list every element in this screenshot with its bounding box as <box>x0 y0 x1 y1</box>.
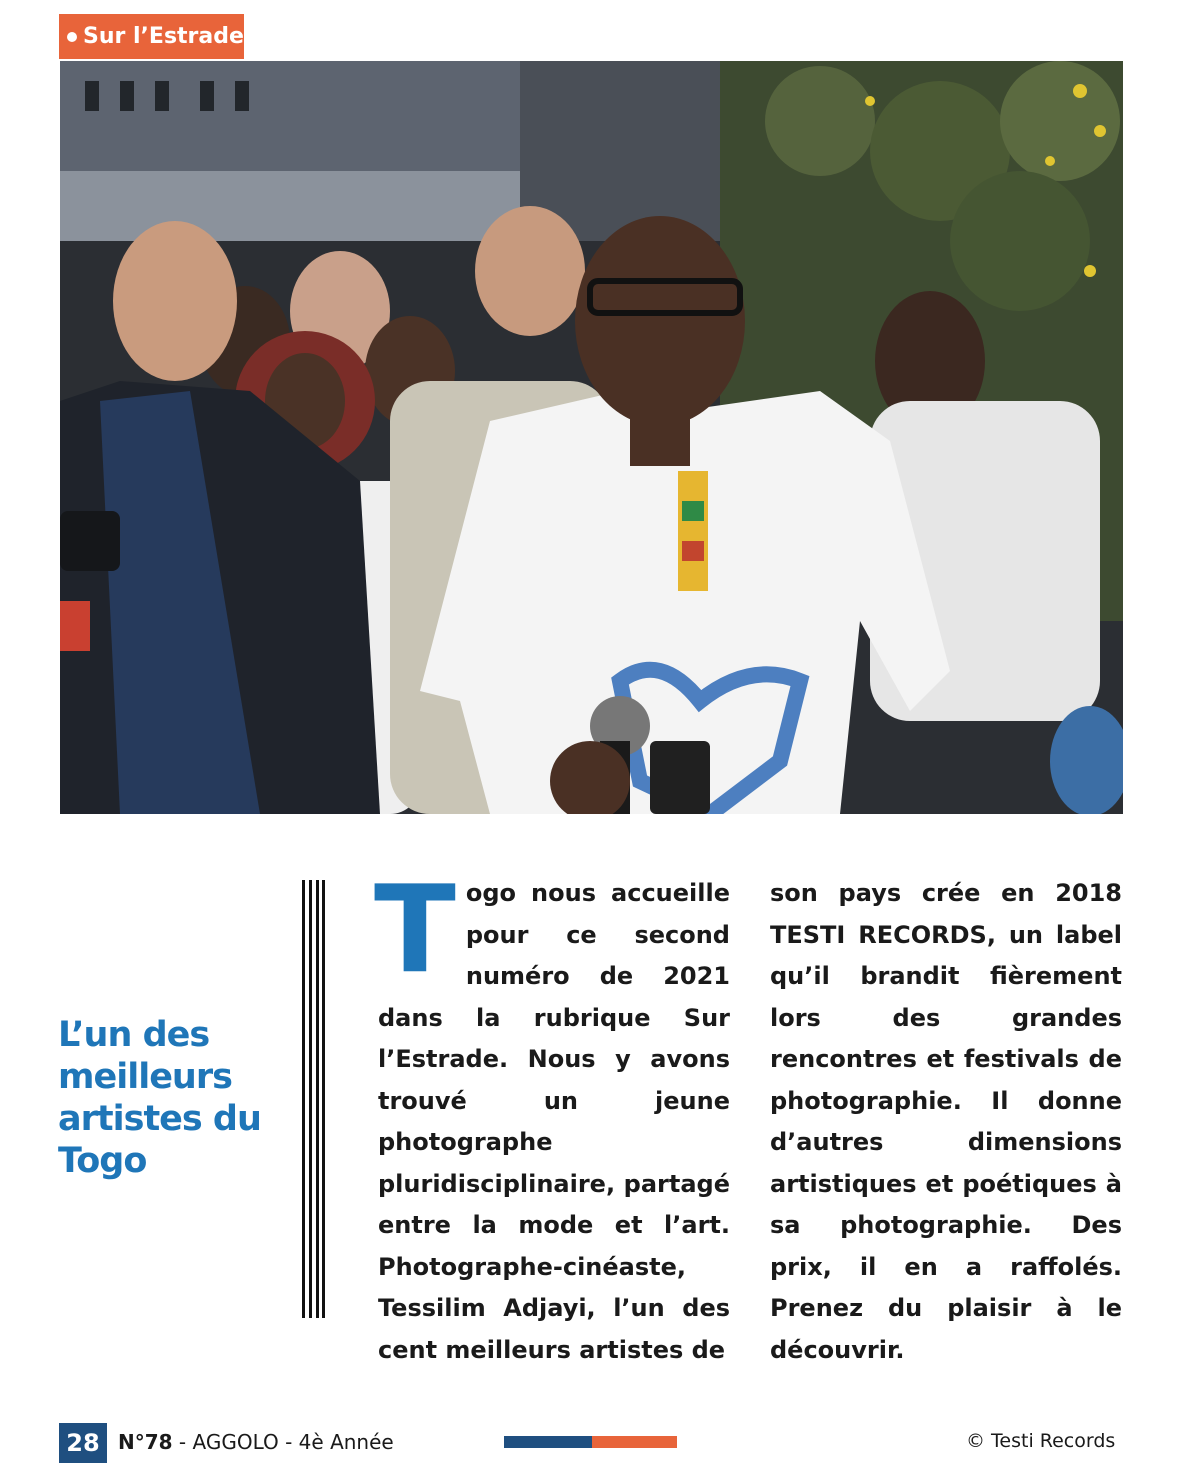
photo-credit: © Testi Records <box>966 1430 1116 1452</box>
issue-details: - AGGOLO - 4è Année <box>172 1430 394 1454</box>
issue-number: N°78 <box>118 1430 173 1454</box>
footer-bar-orange <box>592 1436 677 1448</box>
article-text-1: ogo nous accueille pour ce second numéro de 2021 dans la rubrique Sur l’Estrade. Nous y avons trouvé un jeune photographe pluridisciplinaire, partagé entre la mode et l’art. Photographe-cinéaste, Tessilim Adjayi, l’un des cent meilleurs artistes de <box>378 879 730 1364</box>
photo-illustration <box>60 61 1123 814</box>
issue-info <box>118 1430 394 1454</box>
section-tag-label: Sur l’Estrade <box>83 24 244 49</box>
page-number: 28 <box>59 1423 107 1463</box>
section-tag <box>59 14 244 59</box>
feature-photo <box>60 61 1123 814</box>
article-column-1 <box>374 861 730 1371</box>
decorative-divider <box>302 880 326 1318</box>
article-text-2: son pays crée en 2018 TESTI RECORDS, un label qu’il brandit fièrement lors des grandes rencontres et festivals de photographie. Il donne d’autres dimensions artistiques et poétiques à sa photographie. Des prix, il en a raffolés. Prenez du plaisir à le découvrir. <box>770 879 1122 1364</box>
bullet-icon <box>67 32 77 42</box>
footer-bar-blue <box>504 1436 592 1448</box>
article-column-2 <box>770 873 1122 1371</box>
dropcap: T <box>374 861 456 1000</box>
article-headline: L’un des meilleurs artistes du Togo <box>58 1015 261 1181</box>
